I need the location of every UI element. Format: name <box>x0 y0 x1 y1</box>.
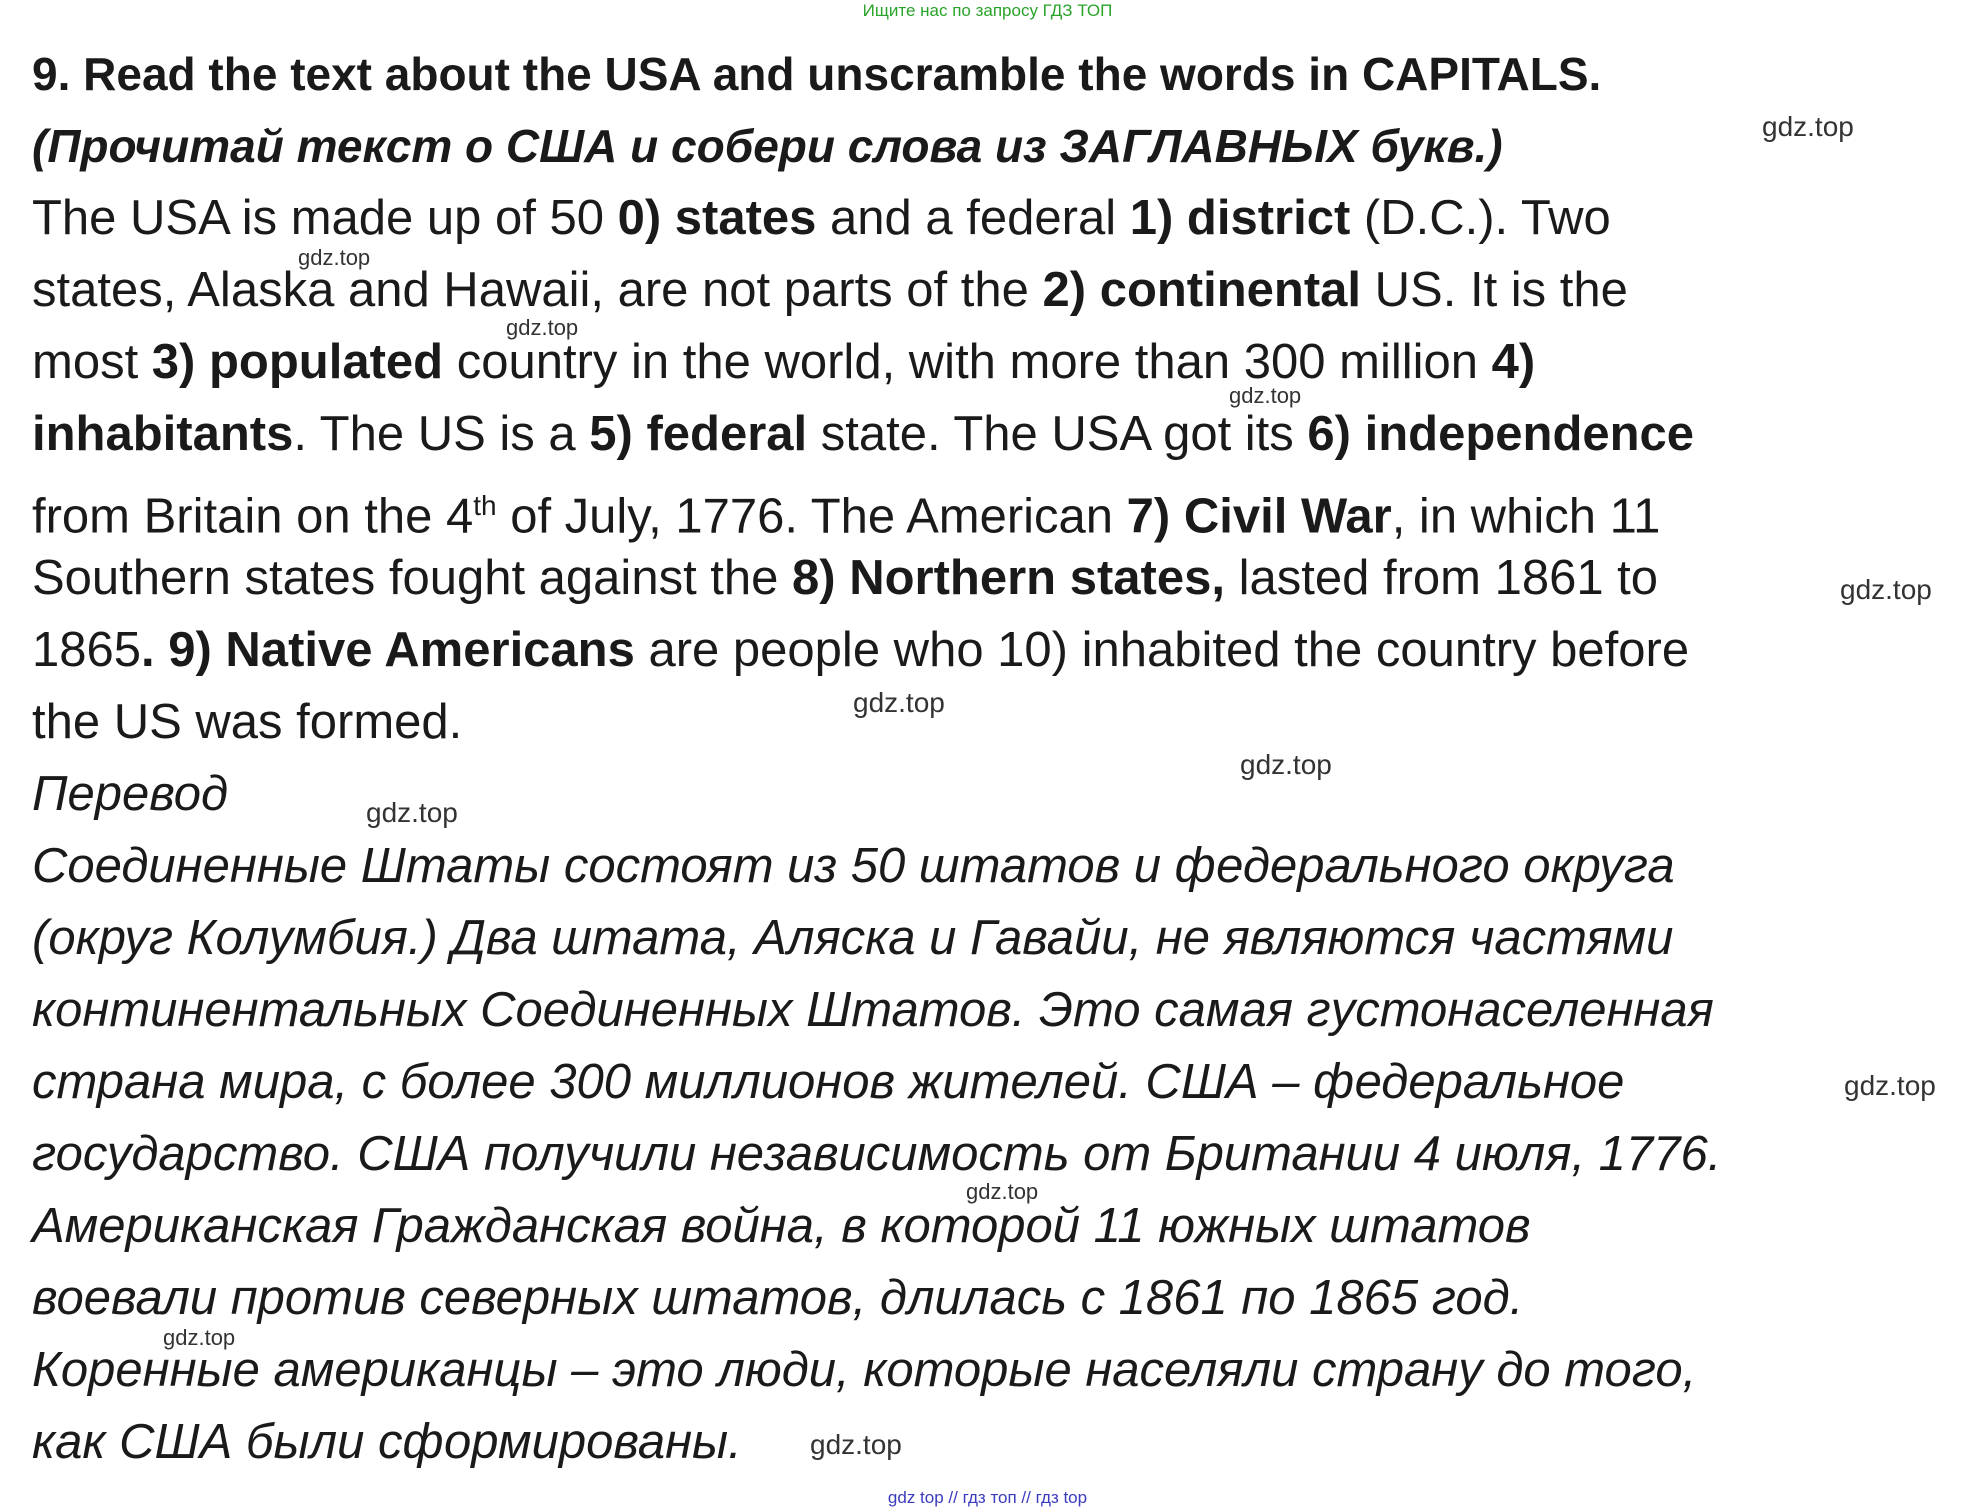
text-line <box>32 614 1952 686</box>
watermark: gdz.top <box>1840 574 1932 605</box>
answer-word: inhabitants <box>32 407 294 461</box>
answer-word: . 9) Native Americans <box>141 623 635 677</box>
text-line <box>32 542 1952 614</box>
text-segment: of July, 1776. The American <box>496 489 1127 544</box>
text-line <box>32 686 1952 758</box>
text-segment: (D.C.). Two <box>1350 191 1611 245</box>
translation-line: воевали против северных штатов, длилась с 1861 по 1865 год. <box>32 1271 1524 1325</box>
text-line <box>32 326 1952 398</box>
answer-word: 7) Civil War <box>1126 489 1392 544</box>
exercise-subtitle: (Прочитай текст о США и собери слова из ЗАГЛАВНЫХ букв.) <box>32 120 1503 172</box>
translation-line: Коренные американцы – это люди, которые населяли страну до того, <box>32 1343 1697 1397</box>
text-segment: , in which 11 <box>1391 489 1661 544</box>
watermark: gdz.top <box>810 1429 902 1460</box>
watermark: gdz.top <box>1762 111 1854 142</box>
answer-word: 6) independence <box>1307 407 1695 461</box>
translation-text <box>32 830 1952 1478</box>
text-segment: and a federal <box>816 191 1130 245</box>
text-segment: state. The USA got its <box>807 407 1308 461</box>
text-segment: US. It is the <box>1361 263 1628 317</box>
text-segment: 1865 <box>32 623 142 677</box>
translation-heading: Перевод <box>32 767 229 821</box>
watermark: gdz.top <box>966 1179 1039 1204</box>
answer-word: 5) federal <box>589 407 808 461</box>
text-segment: The USA is made up of 50 <box>32 191 618 245</box>
watermark: gdz.top <box>298 245 371 270</box>
text-segment: th <box>473 490 497 521</box>
footer-watermark: gdz top // гдз топ // гдз top <box>887 1488 1088 1507</box>
answer-word: 3) populated <box>151 335 444 389</box>
text-segment: country in the world, with more than 300 million <box>443 335 1492 389</box>
translation-line: страна мира, с более 300 миллионов жителей. США – федеральное <box>32 1055 1625 1109</box>
watermark: gdz.top <box>366 797 458 828</box>
watermark: gdz.top <box>1240 749 1332 780</box>
text-segment: from Britain on the 4 <box>32 489 474 544</box>
translation-line: Американская Гражданская война, в которой 11 южных штатов <box>32 1199 1531 1253</box>
watermark: gdz.top <box>853 687 945 718</box>
text-segment: Southern states fought against the <box>32 551 793 605</box>
watermark: gdz.top <box>1229 383 1302 408</box>
text-line <box>32 398 1952 470</box>
answer-word: 0) states <box>617 191 817 245</box>
exercise-title: 9. Read the text about the USA and unscramble the words in CAPITALS. <box>32 48 1602 100</box>
translation-line: Соединенные Штаты состоят из 50 штатов и федерального округа <box>32 839 1675 893</box>
text-segment: most <box>32 335 152 389</box>
text-segment: the US was formed. <box>32 695 463 749</box>
top-banner: Ищите нас по запросу ГДЗ ТОП <box>862 1 1113 20</box>
watermark: gdz.top <box>506 315 579 340</box>
text-segment: are people who 10) inhabited the country before <box>634 623 1690 677</box>
text-segment: lasted from 1861 to <box>1224 551 1659 605</box>
answer-word: 8) Northern states, <box>792 551 1225 605</box>
text-segment: states, Alaska and Hawaii, are not parts of the <box>32 263 1043 317</box>
answer-word: 1) district <box>1129 191 1351 245</box>
watermark: gdz.top <box>1844 1070 1936 1101</box>
text-line <box>32 470 1952 542</box>
watermark: gdz.top <box>163 1325 236 1350</box>
text-segment: . The US is a <box>293 407 590 461</box>
answer-word: 2) continental <box>1042 263 1362 317</box>
translation-line: (округ Колумбия.) Два штата, Аляска и Гавайи, не являются частями <box>32 911 1674 965</box>
translation-line: как США были сформированы. <box>32 1415 742 1469</box>
answer-word: 4) <box>1491 335 1536 389</box>
translation-line: континентальных Соединенных Штатов. Это самая густонаселенная <box>32 983 1714 1037</box>
translation-line: государство. США получили независимость от Британии 4 июля, 1776. <box>32 1127 1722 1181</box>
